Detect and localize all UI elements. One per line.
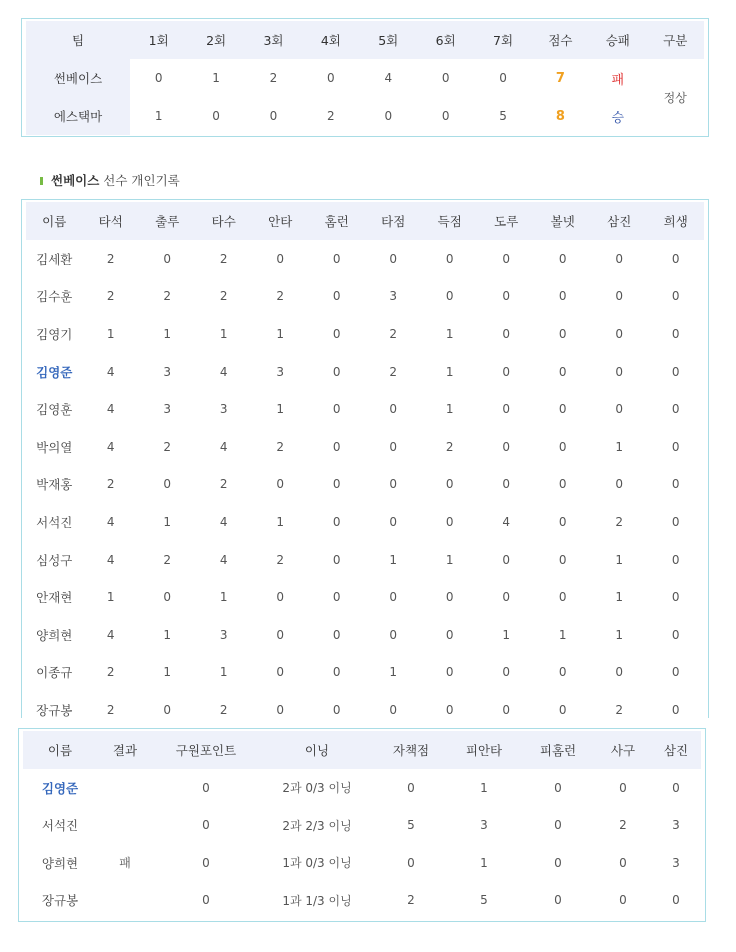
stat-cell: 0 bbox=[202, 855, 210, 870]
stat-cell: 0 bbox=[558, 326, 567, 341]
stat-cell: 0 bbox=[332, 364, 341, 379]
stat-cell: 2 bbox=[615, 514, 624, 529]
stat-cell: 0 bbox=[558, 514, 567, 529]
game-status: 정상 bbox=[663, 90, 687, 105]
batting-header-cell: 희생 bbox=[648, 202, 705, 240]
table-row bbox=[23, 882, 701, 920]
player-name-link: 박의열 bbox=[36, 439, 73, 455]
stat-cell: 0 bbox=[671, 289, 680, 304]
inning-score: 2 bbox=[269, 71, 278, 85]
stat-cell: 0 bbox=[389, 402, 398, 417]
section-title bbox=[40, 172, 180, 190]
result-badge: 패 bbox=[611, 72, 625, 88]
pitching-header-cell: 이닝 bbox=[259, 731, 375, 769]
pitching-header-cell: 피홈런 bbox=[521, 731, 595, 769]
stat-cell: 0 bbox=[672, 780, 680, 795]
pitching-body bbox=[23, 769, 701, 919]
stat-cell: 0 bbox=[671, 552, 680, 567]
stat-cell: 0 bbox=[558, 439, 567, 454]
stat-cell: 0 bbox=[332, 590, 341, 605]
header-inning-5: 5회 bbox=[360, 21, 417, 59]
stat-cell: 0 bbox=[202, 893, 210, 908]
table-row bbox=[26, 466, 704, 504]
stat-cell: 1과 1/3 이닝 bbox=[282, 893, 352, 908]
stat-cell: 4 bbox=[219, 364, 228, 379]
stat-cell: 3 bbox=[672, 818, 680, 833]
stat-cell: 0 bbox=[445, 477, 454, 492]
stat-cell: 0 bbox=[671, 402, 680, 417]
stat-cell: 1 bbox=[615, 439, 624, 454]
player-name-link: 서석진 bbox=[36, 514, 73, 530]
batting-header-cell: 도루 bbox=[478, 202, 535, 240]
stat-cell: 0 bbox=[332, 665, 341, 680]
inning-score: 5 bbox=[499, 109, 507, 123]
player-name-link: 김수훈 bbox=[36, 289, 73, 305]
stat-cell: 3 bbox=[389, 289, 398, 304]
player-name-link: 안재현 bbox=[36, 590, 73, 606]
stat-cell: 1 bbox=[276, 402, 285, 417]
batting-header-cell: 삼진 bbox=[591, 202, 648, 240]
player-name-link: 박재홍 bbox=[36, 477, 73, 493]
stat-cell: 3 bbox=[163, 402, 172, 417]
team-name: 에스택마 bbox=[26, 97, 130, 135]
stat-cell: 2 bbox=[219, 251, 228, 266]
stat-cell: 0 bbox=[407, 780, 415, 795]
table-row bbox=[26, 278, 704, 316]
total-score: 7 bbox=[555, 70, 565, 86]
table-row bbox=[26, 616, 704, 654]
table-row bbox=[26, 503, 704, 541]
stat-cell: 0 bbox=[558, 289, 567, 304]
stat-cell: 4 bbox=[219, 514, 228, 529]
header-inning-7: 7회 bbox=[474, 21, 531, 59]
table-row bbox=[23, 844, 701, 882]
stat-cell: 0 bbox=[671, 514, 680, 529]
stat-cell: 0 bbox=[332, 702, 341, 717]
stat-cell: 0 bbox=[502, 251, 511, 266]
inning-score: 0 bbox=[212, 109, 220, 123]
stat-cell: 0 bbox=[332, 514, 341, 529]
stat-cell: 0 bbox=[672, 893, 680, 908]
header-inning-1: 1회 bbox=[130, 21, 187, 59]
header-inning-4: 4회 bbox=[302, 21, 359, 59]
stat-cell: 2 bbox=[163, 552, 172, 567]
batting-header-cell: 홈런 bbox=[309, 202, 366, 240]
stat-cell: 1 bbox=[276, 514, 285, 529]
scoreboard bbox=[21, 18, 709, 137]
stat-cell: 0 bbox=[163, 477, 172, 492]
table-row bbox=[26, 691, 704, 718]
stat-cell: 2 bbox=[407, 893, 415, 908]
batting-header-cell: 안타 bbox=[252, 202, 309, 240]
inning-score: 0 bbox=[269, 109, 278, 123]
stat-cell: 0 bbox=[276, 251, 285, 266]
total-score: 8 bbox=[555, 108, 565, 124]
stat-cell: 0 bbox=[332, 439, 341, 454]
stat-cell: 0 bbox=[163, 590, 172, 605]
stat-cell: 0 bbox=[502, 402, 511, 417]
stat-cell: 0 bbox=[615, 477, 624, 492]
pitching-header-cell: 결과 bbox=[97, 731, 153, 769]
player-name-link: 장규봉 bbox=[36, 702, 73, 718]
stat-cell: 0 bbox=[502, 552, 511, 567]
stat-cell: 1 bbox=[389, 552, 398, 567]
player-name-link[interactable]: 김영준 bbox=[41, 780, 79, 796]
stat-cell: 2 bbox=[276, 289, 285, 304]
stat-cell: 4 bbox=[502, 514, 511, 529]
player-name-link: 장규봉 bbox=[41, 893, 79, 909]
table-row bbox=[26, 390, 704, 428]
stat-cell: 1 bbox=[445, 326, 454, 341]
stat-cell: 0 bbox=[389, 590, 398, 605]
stat-cell: 1 bbox=[480, 855, 488, 870]
stat-cell: 0 bbox=[615, 251, 624, 266]
inning-score: 0 bbox=[441, 71, 450, 85]
stat-cell: 2 bbox=[106, 251, 115, 266]
stat-cell: 0 bbox=[445, 590, 454, 605]
batting-records bbox=[21, 199, 709, 718]
stat-cell: 패 bbox=[119, 856, 131, 871]
stat-cell: 0 bbox=[389, 514, 398, 529]
stat-cell: 0 bbox=[558, 702, 567, 717]
stat-cell: 0 bbox=[554, 855, 562, 870]
stat-cell: 0 bbox=[445, 289, 454, 304]
scoreboard-row-away bbox=[26, 97, 704, 135]
batting-header-cell: 득점 bbox=[422, 202, 479, 240]
stat-cell: 2과 0/3 이닝 bbox=[282, 781, 352, 796]
stat-cell: 0 bbox=[276, 665, 285, 680]
stat-cell: 1 bbox=[219, 665, 228, 680]
stat-cell: 0 bbox=[671, 326, 680, 341]
stat-cell: 0 bbox=[558, 590, 567, 605]
batting-body bbox=[26, 240, 704, 718]
stat-cell bbox=[97, 882, 153, 920]
stat-cell: 0 bbox=[202, 780, 210, 795]
table-row bbox=[26, 353, 704, 391]
stat-cell: 0 bbox=[502, 364, 511, 379]
stat-cell: 2 bbox=[276, 552, 285, 567]
stat-cell: 2 bbox=[106, 289, 115, 304]
stat-cell: 0 bbox=[502, 590, 511, 605]
stat-cell: 0 bbox=[671, 665, 680, 680]
player-name-link[interactable]: 김영준 bbox=[36, 364, 73, 380]
table-row bbox=[23, 769, 701, 807]
pitching-header-cell: 자책점 bbox=[375, 731, 447, 769]
stat-cell: 0 bbox=[163, 251, 172, 266]
stat-cell: 1과 0/3 이닝 bbox=[282, 856, 352, 871]
stat-cell: 4 bbox=[106, 514, 115, 529]
stat-cell: 1 bbox=[106, 590, 115, 605]
stat-cell: 3 bbox=[276, 364, 285, 379]
stat-cell: 3 bbox=[219, 402, 228, 417]
stat-cell: 4 bbox=[219, 552, 228, 567]
stat-cell: 0 bbox=[332, 402, 341, 417]
player-name-link: 김세환 bbox=[36, 251, 73, 267]
stat-cell: 0 bbox=[671, 702, 680, 717]
stat-cell: 0 bbox=[502, 326, 511, 341]
stat-cell: 1 bbox=[163, 665, 172, 680]
table-row bbox=[23, 807, 701, 845]
stat-cell: 1 bbox=[276, 326, 285, 341]
stat-cell: 0 bbox=[332, 251, 341, 266]
stat-cell: 1 bbox=[219, 326, 228, 341]
stat-cell: 0 bbox=[554, 818, 562, 833]
scoreboard-row-home bbox=[26, 59, 704, 97]
stat-cell: 0 bbox=[554, 893, 562, 908]
stat-cell: 1 bbox=[558, 627, 567, 642]
stat-cell: 0 bbox=[163, 702, 172, 717]
stat-cell: 1 bbox=[615, 627, 624, 642]
stat-cell: 1 bbox=[480, 780, 488, 795]
player-name-link: 양희현 bbox=[36, 627, 73, 643]
stat-cell: 2 bbox=[106, 702, 115, 717]
stat-cell: 0 bbox=[332, 477, 341, 492]
section-team-name: 썬베이스 bbox=[51, 173, 100, 188]
stat-cell: 0 bbox=[619, 780, 627, 795]
player-name-link: 서석진 bbox=[41, 818, 79, 834]
table-row bbox=[26, 654, 704, 692]
pitching-header-cell: 사구 bbox=[595, 731, 651, 769]
stat-cell: 1 bbox=[219, 590, 228, 605]
stat-cell: 0 bbox=[615, 289, 624, 304]
stat-cell: 0 bbox=[445, 702, 454, 717]
stat-cell: 2 bbox=[445, 439, 454, 454]
stat-cell: 0 bbox=[445, 665, 454, 680]
stat-cell: 1 bbox=[502, 627, 511, 642]
batting-header-cell: 타수 bbox=[196, 202, 253, 240]
bullet-icon bbox=[40, 177, 43, 185]
header-score: 점수 bbox=[532, 21, 589, 59]
stat-cell: 0 bbox=[619, 855, 627, 870]
stat-cell: 2 bbox=[619, 818, 627, 833]
player-name-link: 김영훈 bbox=[36, 402, 73, 418]
scoreboard-header-row bbox=[26, 21, 704, 59]
inning-score: 0 bbox=[441, 109, 450, 123]
stat-cell: 0 bbox=[502, 702, 511, 717]
player-name-link: 김영기 bbox=[36, 326, 73, 342]
batting-header-cell: 타석 bbox=[83, 202, 140, 240]
pitching-records bbox=[18, 728, 706, 922]
stat-cell: 0 bbox=[615, 364, 624, 379]
stat-cell: 0 bbox=[502, 477, 511, 492]
stat-cell: 3 bbox=[163, 364, 172, 379]
stat-cell: 0 bbox=[671, 364, 680, 379]
inning-score: 2 bbox=[327, 109, 335, 123]
stat-cell: 0 bbox=[502, 439, 511, 454]
stat-cell: 0 bbox=[389, 627, 398, 642]
stat-cell: 0 bbox=[671, 590, 680, 605]
stat-cell: 0 bbox=[671, 627, 680, 642]
inning-score: 4 bbox=[384, 71, 393, 85]
stat-cell: 0 bbox=[558, 552, 567, 567]
stat-cell: 2 bbox=[219, 289, 228, 304]
stat-cell: 0 bbox=[332, 627, 341, 642]
stat-cell: 0 bbox=[276, 590, 285, 605]
stat-cell: 0 bbox=[558, 477, 567, 492]
stat-cell bbox=[97, 807, 153, 845]
stat-cell: 2 bbox=[389, 326, 398, 341]
pitching-header-cell: 삼진 bbox=[651, 731, 701, 769]
table-row bbox=[26, 578, 704, 616]
pitching-header-row bbox=[23, 731, 701, 769]
stat-cell: 0 bbox=[558, 364, 567, 379]
stat-cell: 4 bbox=[106, 439, 115, 454]
stat-cell: 0 bbox=[558, 251, 567, 266]
stat-cell: 0 bbox=[389, 477, 398, 492]
stat-cell: 0 bbox=[445, 251, 454, 266]
stat-cell: 1 bbox=[445, 402, 454, 417]
stat-cell: 1 bbox=[445, 364, 454, 379]
header-status: 구분 bbox=[647, 21, 704, 59]
stat-cell: 1 bbox=[615, 552, 624, 567]
stat-cell: 2 bbox=[276, 439, 285, 454]
stat-cell: 0 bbox=[558, 402, 567, 417]
stat-cell: 2 bbox=[106, 665, 115, 680]
stat-cell: 0 bbox=[332, 326, 341, 341]
inning-score: 0 bbox=[154, 71, 163, 85]
batting-header-cell: 출루 bbox=[139, 202, 196, 240]
section-label: 선수 개인기록 bbox=[103, 173, 180, 188]
batting-header-row bbox=[26, 202, 704, 240]
pitching-header-cell: 구원포인트 bbox=[153, 731, 259, 769]
stat-cell: 0 bbox=[671, 477, 680, 492]
stat-cell: 0 bbox=[407, 855, 415, 870]
stat-cell: 0 bbox=[502, 289, 511, 304]
header-inning-2: 2회 bbox=[187, 21, 244, 59]
stat-cell: 4 bbox=[219, 439, 228, 454]
inning-score: 1 bbox=[212, 71, 220, 85]
stat-cell: 2 bbox=[389, 364, 398, 379]
stat-cell: 5 bbox=[407, 818, 415, 833]
header-team: 팀 bbox=[26, 21, 130, 59]
stat-cell: 2 bbox=[219, 477, 228, 492]
stat-cell: 3 bbox=[219, 627, 228, 642]
stat-cell: 0 bbox=[389, 702, 398, 717]
stat-cell: 2 bbox=[615, 702, 624, 717]
header-result: 승패 bbox=[589, 21, 646, 59]
inning-score: 0 bbox=[499, 71, 507, 85]
stat-cell: 1 bbox=[445, 552, 454, 567]
stat-cell: 5 bbox=[480, 893, 488, 908]
stat-cell: 4 bbox=[106, 364, 115, 379]
result-badge: 승 bbox=[611, 110, 625, 126]
stat-cell: 0 bbox=[276, 627, 285, 642]
stat-cell: 4 bbox=[106, 627, 115, 642]
inning-score: 1 bbox=[154, 109, 163, 123]
stat-cell: 0 bbox=[671, 251, 680, 266]
player-name-link: 양희현 bbox=[41, 855, 79, 871]
pitching-header-cell: 이름 bbox=[23, 731, 97, 769]
stat-cell: 2과 2/3 이닝 bbox=[282, 818, 352, 833]
stat-cell: 4 bbox=[106, 402, 115, 417]
stat-cell: 2 bbox=[163, 289, 172, 304]
team-name: 썬베이스 bbox=[26, 59, 130, 97]
player-name-link: 이종규 bbox=[36, 665, 73, 681]
stat-cell: 0 bbox=[615, 665, 624, 680]
stat-cell: 1 bbox=[389, 665, 398, 680]
player-name-link: 심성구 bbox=[36, 552, 73, 568]
batting-table bbox=[26, 202, 704, 718]
stat-cell: 2 bbox=[219, 702, 228, 717]
stat-cell: 0 bbox=[276, 477, 285, 492]
inning-score: 0 bbox=[384, 109, 393, 123]
stat-cell: 0 bbox=[332, 552, 341, 567]
stat-cell: 1 bbox=[163, 627, 172, 642]
stat-cell: 2 bbox=[163, 439, 172, 454]
inning-score: 0 bbox=[327, 71, 335, 85]
pitching-header-cell: 피안타 bbox=[447, 731, 521, 769]
header-inning-6: 6회 bbox=[417, 21, 474, 59]
stat-cell: 0 bbox=[445, 627, 454, 642]
stat-cell: 0 bbox=[445, 514, 454, 529]
stat-cell: 0 bbox=[558, 665, 567, 680]
stat-cell: 3 bbox=[672, 855, 680, 870]
scoreboard-table bbox=[26, 21, 704, 135]
stat-cell: 0 bbox=[389, 439, 398, 454]
stat-cell: 2 bbox=[106, 477, 115, 492]
stat-cell: 1 bbox=[106, 326, 115, 341]
stat-cell: 0 bbox=[554, 780, 562, 795]
batting-header-cell: 이름 bbox=[26, 202, 83, 240]
stat-cell: 0 bbox=[619, 893, 627, 908]
stat-cell: 0 bbox=[615, 402, 624, 417]
stat-cell: 0 bbox=[276, 702, 285, 717]
table-row bbox=[26, 541, 704, 579]
batting-header-cell: 볼넷 bbox=[535, 202, 592, 240]
stat-cell: 0 bbox=[332, 289, 341, 304]
stat-cell: 0 bbox=[202, 818, 210, 833]
pitching-table bbox=[23, 731, 701, 919]
table-row bbox=[26, 315, 704, 353]
header-inning-3: 3회 bbox=[245, 21, 302, 59]
stat-cell: 1 bbox=[163, 326, 172, 341]
stat-cell: 0 bbox=[615, 326, 624, 341]
stat-cell: 0 bbox=[671, 439, 680, 454]
stat-cell: 0 bbox=[389, 251, 398, 266]
table-row bbox=[26, 428, 704, 466]
stat-cell: 3 bbox=[480, 818, 488, 833]
table-row bbox=[26, 240, 704, 278]
stat-cell bbox=[97, 769, 153, 807]
stat-cell: 1 bbox=[163, 514, 172, 529]
stat-cell: 1 bbox=[615, 590, 624, 605]
stat-cell: 0 bbox=[502, 665, 511, 680]
stat-cell: 4 bbox=[106, 552, 115, 567]
batting-header-cell: 타점 bbox=[365, 202, 422, 240]
